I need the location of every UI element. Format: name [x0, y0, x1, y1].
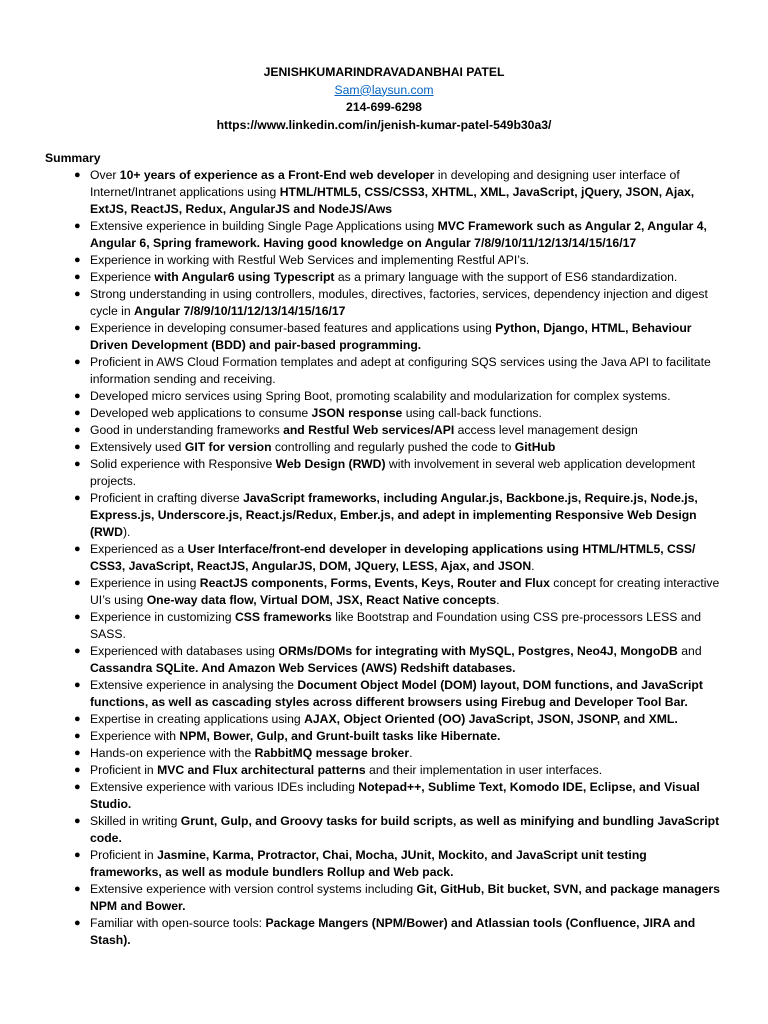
bullet-text-bold: 10+ years of experience as a Front-End web developer: [119, 168, 435, 182]
bullet-text: Experience in working with Restful Web Services and implementing Restful API’s.: [90, 253, 530, 267]
bullet-text: Experience: [90, 270, 155, 284]
bullet-icon: ●: [74, 220, 81, 232]
bullet-text-bold: Document Object Model (DOM) layout, DOM functions, and JavaScript functions, as well as cascading styles across different browsers using Firebug and Developer Tool Bar.: [90, 678, 703, 709]
bullet-text-bold: with Angular6 using Typescript: [154, 270, 335, 284]
bullet-text-bold: MVC and Flux architectural patterns: [157, 763, 366, 777]
summary-bullet-item: [0, 881, 720, 915]
bullet-text: like Bootstrap and Foundation using CSS pre-processors LESS and SASS.: [90, 610, 702, 641]
bullet-text: Proficient in crafting diverse: [90, 491, 244, 505]
bullet-text: .: [409, 746, 413, 760]
summary-bullet-item: [0, 490, 720, 541]
summary-bullet-item: [0, 405, 720, 422]
bullet-icon: ●: [74, 356, 81, 368]
bullet-text: Extensive experience with various IDEs including: [90, 780, 359, 794]
bullet-icon: ●: [74, 424, 81, 436]
summary-bullet-item: [0, 269, 720, 286]
bullet-text: Proficient in: [90, 848, 158, 862]
bullet-icon: ●: [74, 288, 81, 300]
bullet-text: .: [496, 593, 500, 607]
bullet-text: Experience in customizing: [90, 610, 235, 624]
bullet-icon: ●: [74, 883, 81, 895]
bullet-text-bold: User Interface/front-end developer in developing applications using HTML/HTML5, CSS/ CSS3, JavaScript, ReactJS, AngularJS, DOM, JQuery, LESS, Ajax, and JSON: [90, 542, 696, 573]
bullet-text: Experience in using: [90, 576, 200, 590]
summary-bullet-item: [0, 439, 720, 456]
bullet-icon: ●: [74, 543, 81, 555]
summary-bullet-item: [0, 456, 720, 490]
summary-bullet-item: [0, 354, 720, 388]
bullet-text: Skilled in writing: [90, 814, 181, 828]
bullet-text-bold: JSON response: [311, 406, 403, 420]
bullet-text: Developed web applications to consume: [90, 406, 312, 420]
bullet-text-bold: CSS frameworks: [234, 610, 332, 624]
bullet-text: access level management design: [454, 423, 638, 437]
bullet-text: Proficient in: [90, 763, 158, 777]
bullet-text: Developed micro services using Spring Boot, promoting scalability and modularization for complex systems.: [90, 389, 671, 403]
bullet-text: Hands-on experience with the: [90, 746, 255, 760]
summary-bullet-item: [0, 915, 720, 949]
bullet-icon: ●: [74, 849, 81, 861]
bullet-text: Experience in developing consumer-based features and applications using: [90, 321, 496, 335]
summary-bullet-item: [0, 728, 720, 745]
bullet-icon: ●: [74, 730, 81, 742]
summary-bullet-item: [0, 677, 720, 711]
phone-number: 214-699-6298: [346, 100, 422, 114]
bullet-text-bold: and Restful Web services/API: [283, 423, 455, 437]
bullet-icon: ●: [74, 747, 81, 759]
email-link[interactable]: Sam@laysun.com: [334, 82, 434, 97]
bullet-text: Solid experience with Responsive: [90, 457, 276, 471]
summary-bullet-item: [0, 813, 720, 847]
bullet-icon: ●: [74, 254, 81, 266]
bullet-text: Good in understanding frameworks: [90, 423, 284, 437]
bullet-icon: ●: [74, 645, 81, 657]
summary-heading: Summary: [45, 151, 101, 165]
bullet-text: .: [531, 559, 535, 573]
bullet-text-bold: Package Mangers (NPM/Bower) and Atlassian tools (Confluence, JIRA and Stash).: [90, 916, 696, 947]
bullet-text-bold: Angular 7/8/9/10/11/12/13/14/15/16/17: [134, 304, 346, 318]
bullet-icon: ●: [74, 169, 81, 181]
bullet-text-bold: Grunt, Gulp, and Groovy tasks for build scripts, as well as minifying and bundling JavaScript code.: [90, 814, 720, 845]
bullet-text-bold: Cassandra SQLite. And Amazon Web Services (AWS) Redshift databases.: [90, 661, 516, 675]
bullet-text-bold: Python, Django, HTML, Behaviour Driven Development (BDD) and pair-based programming.: [90, 321, 692, 352]
bullet-icon: ●: [74, 611, 81, 623]
summary-bullet-item: [0, 847, 720, 881]
bullet-text: Over: [90, 168, 120, 182]
bullet-text: Experienced with databases using: [90, 644, 279, 658]
bullet-text: Experience with: [90, 729, 180, 743]
bullet-text: controlling and regularly pushed the code to: [271, 440, 515, 454]
bullet-text-bold: NPM, Bower, Gulp, and Grunt-built tasks like Hibernate.: [179, 729, 501, 743]
bullet-text: Strong understanding in using controllers, modules, directives, factories, services, dependency injection and digest cycle in: [90, 287, 708, 318]
bullet-text-bold: One-way data flow, Virtual DOM, JSX, React Native concepts: [146, 593, 497, 607]
bullet-text: in developing and designing user interface of Internet/Intranet applications using: [90, 168, 680, 199]
summary-bullet-item: [0, 762, 720, 779]
bullet-text: using call-back functions.: [402, 406, 542, 420]
resume-header: [0, 64, 768, 134]
bullet-icon: ●: [74, 781, 81, 793]
bullet-icon: ●: [74, 917, 81, 929]
bullet-text: and their implementation in user interfaces.: [365, 763, 603, 777]
bullet-text: and: [677, 644, 702, 658]
bullet-text: Extensive experience in building Single Page Applications using: [90, 219, 438, 233]
bullet-icon: ●: [74, 322, 81, 334]
summary-bullet-item: [0, 779, 720, 813]
summary-bullet-item: [0, 711, 720, 728]
bullet-text: Experienced as a: [90, 542, 188, 556]
summary-bullet-item: [0, 252, 720, 269]
bullet-text-bold: Git, GitHub, Bit bucket, SVN, and package managers NPM and Bower.: [90, 882, 720, 913]
bullet-text-bold: Notepad++, Sublime Text, Komodo IDE, Eclipse, and Visual Studio.: [90, 780, 700, 811]
summary-bullet-item: [0, 286, 720, 320]
bullet-text-bold: Web Design (RWD): [275, 457, 386, 471]
summary-bullet-item: [0, 745, 720, 762]
candidate-name: JENISHKUMARINDRAVADANBHAI PATEL: [263, 65, 505, 79]
bullet-icon: ●: [74, 713, 81, 725]
linkedin-url[interactable]: https://www.linkedin.com/in/jenish-kumar-patel-549b30a3/: [216, 117, 552, 132]
bullet-text-bold: Jasmine, Karma, Protractor, Chai, Mocha, JUnit, Mockito, and JavaScript unit testing frameworks, as well as module bundlers Rollup and Web pack.: [90, 848, 647, 879]
bullet-text-bold: RabbitMQ message broker: [254, 746, 410, 760]
bullet-icon: ●: [74, 577, 81, 589]
bullet-text: Extensive experience with version control systems including: [90, 882, 417, 896]
bullet-icon: ●: [74, 390, 81, 402]
bullet-text: Extensively used: [90, 440, 185, 454]
bullet-text-bold: AJAX, Object Oriented (OO) JavaScript, JSON, JSONP, and XML.: [304, 712, 678, 726]
bullet-text: with involvement in several web application development projects.: [90, 457, 696, 488]
bullet-text-bold: ReactJS components, Forms, Events, Keys, Router and Flux: [199, 576, 550, 590]
summary-bullet-item: [0, 167, 720, 218]
summary-bullet-item: [0, 643, 720, 677]
summary-bullet-item: [0, 320, 720, 354]
bullet-text: Proficient in AWS Cloud Formation templates and adept at configuring SQS services using the Java API to facilitate information sending and receiving.: [90, 355, 711, 386]
summary-list: [0, 167, 768, 949]
bullet-icon: ●: [74, 458, 81, 470]
summary-bullet-item: [0, 422, 720, 439]
summary-bullet-item: [0, 218, 720, 252]
bullet-text: Familiar with open-source tools:: [90, 916, 266, 930]
bullet-icon: ●: [74, 764, 81, 776]
bullet-icon: ●: [74, 407, 81, 419]
bullet-icon: ●: [74, 441, 81, 453]
summary-bullet-item: [0, 575, 720, 609]
bullet-icon: ●: [74, 271, 81, 283]
bullet-icon: ●: [74, 815, 81, 827]
bullet-icon: ●: [74, 492, 81, 504]
summary-bullet-item: [0, 388, 720, 405]
summary-bullet-item: [0, 609, 720, 643]
bullet-text: Expertise in creating applications using: [90, 712, 305, 726]
bullet-text-bold: ORMs/DOMs for integrating with MySQL, Postgres, Neo4J, MongoDB: [278, 644, 678, 658]
bullet-icon: ●: [74, 679, 81, 691]
bullet-text-bold: GIT for version: [184, 440, 272, 454]
bullet-text: concept for creating interactive UI’s using: [90, 576, 720, 607]
bullet-text-bold: JavaScript frameworks, including Angular.js, Backbone.js, Require.js, Node.js, Express.js, Underscore.js, React.js/Redux, Ember.js, and adept in implementing Responsive Web Design (RWD: [90, 491, 698, 539]
bullet-text: ).: [122, 525, 131, 539]
bullet-text-bold: MVC Framework such as Angular 2, Angular 4, Angular 6, Spring framework. Having good knowledge on Angular 7/8/9/10/11/12/13/14/15/16/17: [90, 219, 707, 250]
bullet-text-bold: HTML/HTML5, CSS/CSS3, XHTML, XML, JavaScript, jQuery, JSON, Ajax, ExtJS, ReactJS, Redux, AngularJS and NodeJS/Aws: [90, 185, 695, 216]
bullet-text: Extensive experience in analysing the: [90, 678, 298, 692]
bullet-text: as a primary language with the support of ES6 standardization.: [334, 270, 678, 284]
bullet-text-bold: GitHub: [514, 440, 556, 454]
summary-bullet-item: [0, 541, 720, 575]
